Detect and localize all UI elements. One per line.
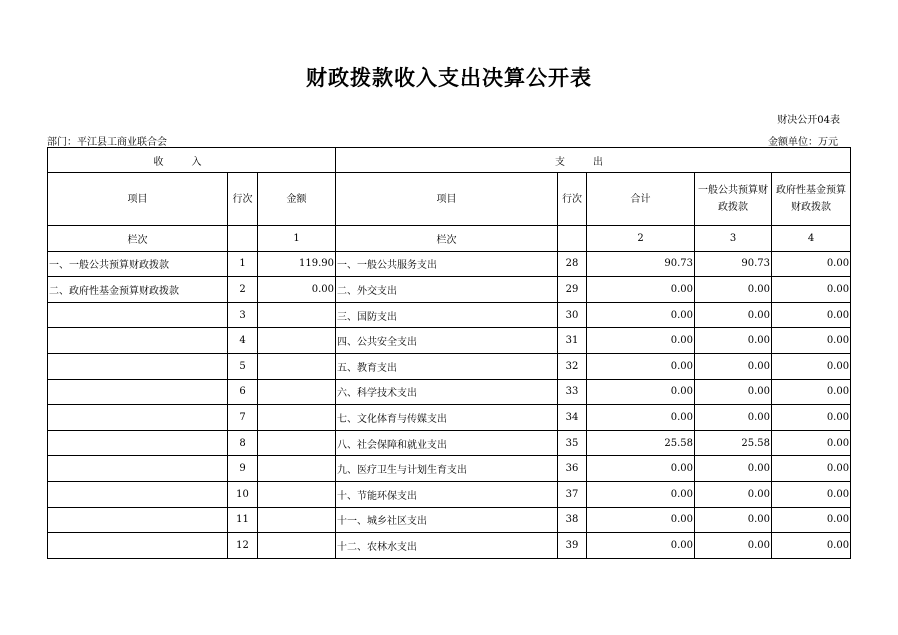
expense-line-cell: 39 (558, 533, 587, 559)
expense-fund-cell: 0.00 (772, 353, 851, 379)
form-number: 财决公开04表 (777, 115, 840, 126)
column-header-row (48, 173, 851, 226)
table-row (48, 456, 851, 482)
income-amount-cell (258, 533, 336, 559)
table-row (48, 533, 851, 559)
expense-general-cell: 0.00 (695, 456, 772, 482)
expense-general-cell: 0.00 (695, 533, 772, 559)
income-line-cell: 3 (228, 302, 258, 328)
expense-general-cell: 25.58 (695, 430, 772, 456)
income-line-cell: 6 (228, 379, 258, 405)
income-line-cell: 8 (228, 430, 258, 456)
expense-item-cell: 九、医疗卫生与计划生育支出 (336, 456, 558, 482)
income-section-header: 收入 (48, 148, 336, 173)
expense-item-cell: 一、一般公共服务支出 (336, 251, 558, 277)
income-item-cell: 一、一般公共预算财政拨款 (48, 251, 228, 277)
income-line-cell: 2 (228, 277, 258, 303)
table-row (48, 379, 851, 405)
amount-unit-label: 金额单位：万元 (768, 137, 838, 148)
table-row (48, 251, 851, 277)
expense-total-cell: 0.00 (587, 533, 695, 559)
expense-total-cell: 0.00 (587, 481, 695, 507)
income-item-cell (48, 353, 228, 379)
expense-line-cell: 38 (558, 507, 587, 533)
expense-line-header: 行次 (558, 173, 587, 226)
table-row (48, 302, 851, 328)
expense-item-cell: 十、节能环保支出 (336, 481, 558, 507)
table-row (48, 481, 851, 507)
income-amount-cell (258, 353, 336, 379)
department-label: 部门：平江县工商业联合会 (47, 137, 167, 148)
expense-item-cell: 五、教育支出 (336, 353, 558, 379)
expense-line-cell: 34 (558, 405, 587, 431)
income-amount-cell (258, 405, 336, 431)
expense-line-cell: 28 (558, 251, 587, 277)
income-line-cell: 4 (228, 328, 258, 354)
expense-fund-cell: 0.00 (772, 507, 851, 533)
income-item-cell (48, 481, 228, 507)
expense-line-cell: 31 (558, 328, 587, 354)
expense-fund-cell: 0.00 (772, 430, 851, 456)
expense-general-number: 3 (695, 226, 772, 252)
expense-total-cell: 0.00 (587, 405, 695, 431)
income-item-cell (48, 379, 228, 405)
expense-fund-number: 4 (772, 226, 851, 252)
expense-line-cell: 32 (558, 353, 587, 379)
income-line-cell: 11 (228, 507, 258, 533)
income-amount-cell (258, 481, 336, 507)
expense-total-cell: 0.00 (587, 456, 695, 482)
page-title: 财政拨款收入支出决算公开表 (306, 65, 592, 90)
income-item-header: 项目 (48, 173, 228, 226)
expense-total-cell: 0.00 (587, 328, 695, 354)
income-item-cell (48, 507, 228, 533)
expense-line-cell: 36 (558, 456, 587, 482)
expense-line-cell: 37 (558, 481, 587, 507)
income-line-cell: 9 (228, 456, 258, 482)
income-line-cell: 10 (228, 481, 258, 507)
income-amount-cell (258, 430, 336, 456)
income-item-cell (48, 533, 228, 559)
expense-general-cell: 0.00 (695, 302, 772, 328)
expense-section-header: 支出 (336, 148, 851, 173)
expense-fund-cell: 0.00 (772, 481, 851, 507)
income-line-cell: 12 (228, 533, 258, 559)
expense-line-cell: 33 (558, 379, 587, 405)
table-row (48, 328, 851, 354)
income-amount-cell (258, 456, 336, 482)
income-amount-cell (258, 328, 336, 354)
expense-total-number: 2 (587, 226, 695, 252)
expense-item-cell: 三、国防支出 (336, 302, 558, 328)
expense-general-cell: 0.00 (695, 379, 772, 405)
income-line-cell: 5 (228, 353, 258, 379)
expense-general-cell: 0.00 (695, 353, 772, 379)
expense-general-header: 一般公共预算财政拨款 (695, 173, 772, 226)
table-row (48, 507, 851, 533)
expense-general-cell: 0.00 (695, 507, 772, 533)
expense-item-cell: 八、社会保障和就业支出 (336, 430, 558, 456)
expense-fund-cell: 0.00 (772, 251, 851, 277)
expense-fund-cell: 0.00 (772, 405, 851, 431)
income-item-cell (48, 456, 228, 482)
expense-general-cell: 0.00 (695, 405, 772, 431)
expense-item-cell: 四、公共安全支出 (336, 328, 558, 354)
income-amount-cell (258, 302, 336, 328)
income-amount-header: 金额 (258, 173, 336, 226)
expense-total-cell: 0.00 (587, 353, 695, 379)
expense-line-cell: 35 (558, 430, 587, 456)
income-item-cell (48, 328, 228, 354)
expense-fund-cell: 0.00 (772, 533, 851, 559)
income-column-label: 栏次 (48, 226, 228, 252)
income-amount-cell: 0.00 (258, 277, 336, 303)
income-item-cell (48, 430, 228, 456)
expense-line-cell: 30 (558, 302, 587, 328)
income-item-cell (48, 302, 228, 328)
column-number-row (48, 226, 851, 252)
expense-item-cell: 六、科学技术支出 (336, 379, 558, 405)
expense-fund-cell: 0.00 (772, 277, 851, 303)
income-amount-cell: 119.90 (258, 251, 336, 277)
income-column-number: 1 (258, 226, 336, 252)
table-row (48, 277, 851, 303)
expense-general-cell: 90.73 (695, 251, 772, 277)
expense-fund-cell: 0.00 (772, 379, 851, 405)
table-row (48, 353, 851, 379)
expense-line-number-cell (558, 226, 587, 252)
expense-general-cell: 0.00 (695, 481, 772, 507)
expense-total-cell: 0.00 (587, 507, 695, 533)
expense-total-cell: 25.58 (587, 430, 695, 456)
expense-total-cell: 0.00 (587, 277, 695, 303)
expense-total-cell: 0.00 (587, 379, 695, 405)
income-line-cell: 7 (228, 405, 258, 431)
expense-total-cell: 90.73 (587, 251, 695, 277)
income-item-cell (48, 405, 228, 431)
expense-general-cell: 0.00 (695, 277, 772, 303)
expense-total-cell: 0.00 (587, 302, 695, 328)
income-line-header: 行次 (228, 173, 258, 226)
expense-item-header: 项目 (336, 173, 558, 226)
income-line-cell: 1 (228, 251, 258, 277)
expense-fund-cell: 0.00 (772, 456, 851, 482)
expense-general-cell: 0.00 (695, 328, 772, 354)
expense-item-cell: 七、文化体育与传媒支出 (336, 405, 558, 431)
section-header-row (48, 148, 851, 173)
expense-item-cell: 十二、农林水支出 (336, 533, 558, 559)
income-amount-cell (258, 379, 336, 405)
expense-item-cell: 二、外交支出 (336, 277, 558, 303)
table-row (48, 430, 851, 456)
expense-item-cell: 十一、城乡社区支出 (336, 507, 558, 533)
expense-line-cell: 29 (558, 277, 587, 303)
expense-fund-cell: 0.00 (772, 328, 851, 354)
expense-column-label: 栏次 (336, 226, 558, 252)
income-amount-cell (258, 507, 336, 533)
table-row (48, 405, 851, 431)
income-line-number-cell (228, 226, 258, 252)
expense-fund-header: 政府性基金预算财政拨款 (772, 173, 851, 226)
expense-fund-cell: 0.00 (772, 302, 851, 328)
income-item-cell: 二、政府性基金预算财政拨款 (48, 277, 228, 303)
budget-table (47, 147, 851, 559)
expense-total-header: 合计 (587, 173, 695, 226)
